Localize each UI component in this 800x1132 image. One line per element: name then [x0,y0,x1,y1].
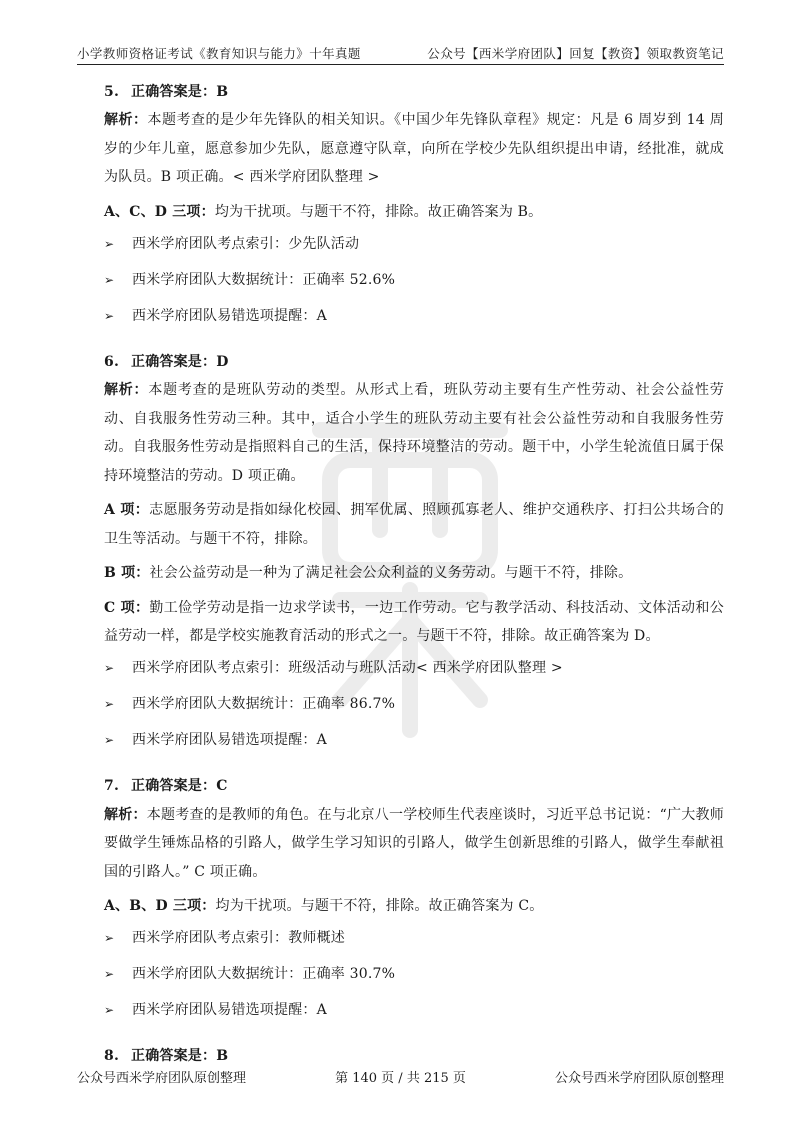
arrow-bullet-icon: ➢ [104,272,115,287]
page-number: 第 140 页 / 共 215 页 [335,1070,466,1086]
arrow-bullet-icon: ➢ [104,308,115,323]
arrow-bullet-icon: ➢ [104,733,115,748]
q6-answer: 正确答案是：D [131,353,229,370]
q6-analysis: 解析：本题考查的是班队劳动的类型。从形式上看，班队劳动主要有生产性劳动、社会公益性劳动、自我服务性劳动三种。其中，适合小学生的班队劳动主要有社会公益性劳动和自我服务性劳动。自我服务性劳动是指照料自己的生活，保持环境整洁的劳动。题干中，小学生轮流值日属于保持环境整洁的劳动。D 项正确。 [104,382,724,484]
q5-other-options: A、C、D 三项：均为干扰项。与题干不符，排除。故正确答案为 B。 [104,203,543,220]
footer-right: 公众号西米学府团队原创整理 [554,1070,724,1086]
document-body [104,78,724,1071]
page-footer [77,1066,724,1086]
arrow-bullet-icon: ➢ [104,967,115,982]
arrow-bullet-icon: ➢ [104,931,115,946]
q7-bullet-error: ➢ 西米学府团队易错选项提醒：A [104,993,724,1029]
arrow-bullet-icon: ➢ [104,1003,115,1018]
q6-answer-heading [104,348,724,376]
footer-left: 公众号西米学府团队原创整理 [77,1070,247,1086]
q5-number: 5. [104,83,120,100]
q8-number: 8. [104,1048,120,1065]
q6-bullet-error: ➢ 西米学府团队易错选项提醒：A [104,723,724,759]
header-promo: 公众号【西米学府团队】回复【教资】领取教资笔记 [427,46,724,61]
q5-answer: 正确答案是：B [131,83,229,100]
q5-bullet-topic: ➢ 西米学府团队考点索引：少先队活动 [104,226,724,262]
arrow-bullet-icon: ➢ [104,236,115,251]
q7-answer: 正确答案是：C [131,778,228,795]
q6-bullet-topic: ➢ 西米学府团队考点索引：班级活动与班队活动< 西米学府团队整理 > [104,651,724,687]
q5-analysis: 解析：本题考查的是少年先锋队的相关知识。《中国少年先锋队章程》规定：凡是 6 周岁到 14 周岁的少年儿童，愿意参加少先队，愿意遵守队章，向所在学校少先队组织提出申请，经批准，就成为队员。B 项正确。< 西米学府团队整理 > [104,112,724,185]
q6-bullet-stats: ➢ 西米学府团队大数据统计：正确率 86.7% [104,687,724,723]
q7-bullet-stats: ➢ 西米学府团队大数据统计：正确率 30.7% [104,957,724,993]
q5-answer-heading [104,78,724,106]
q7-other-options: A、B、D 三项：均为干扰项。与题干不符，排除。故正确答案为 C。 [104,898,544,914]
q8-answer: 正确答案是：B [131,1048,229,1065]
q7-answer-heading [104,773,724,801]
q6-option-b: B 项：社会公益劳动是一种为了满足社会公众利益的义务劳动。与题干不符，排除。 [104,565,633,581]
q7-bullet-topic: ➢ 西米学府团队考点索引：教师概述 [104,921,724,957]
q6-option-c: C 项：勤工俭学劳动是指一边求学读书，一边工作劳动。它与教学活动、科技活动、文体活动和公益劳动一样，都是学校实施教育活动的形式之一。与题干不符，排除。故正确答案为 D。 [104,599,725,644]
q7-analysis: 解析：本题考查的是教师的角色。在与北京八一学校师生代表座谈时，习近平总书记说：“广大教师要做学生锤炼品格的引路人，做学生学习知识的引路人，做学生创新思维的引路人，做学生奉献祖国的引路人。” C 项正确。 [104,806,724,880]
arrow-bullet-icon: ➢ [104,661,115,676]
q5-bullet-error: ➢ 西米学府团队易错选项提醒：A [104,298,724,334]
q5-bullet-stats: ➢ 西米学府团队大数据统计：正确率 52.6% [104,262,724,298]
q6-option-a: A 项：志愿服务劳动是指如绿化校园、拥军优属、照顾孤寡老人、维护交通秩序、打扫公共场合的卫生等活动。与题干不符，排除。 [104,502,724,547]
q7-number: 7. [104,778,120,795]
arrow-bullet-icon: ➢ [104,697,115,712]
header-title: 小学教师资格证考试《教育知识与能力》十年真题 [77,46,361,61]
q6-number: 6. [104,353,120,370]
page-header [77,38,724,65]
